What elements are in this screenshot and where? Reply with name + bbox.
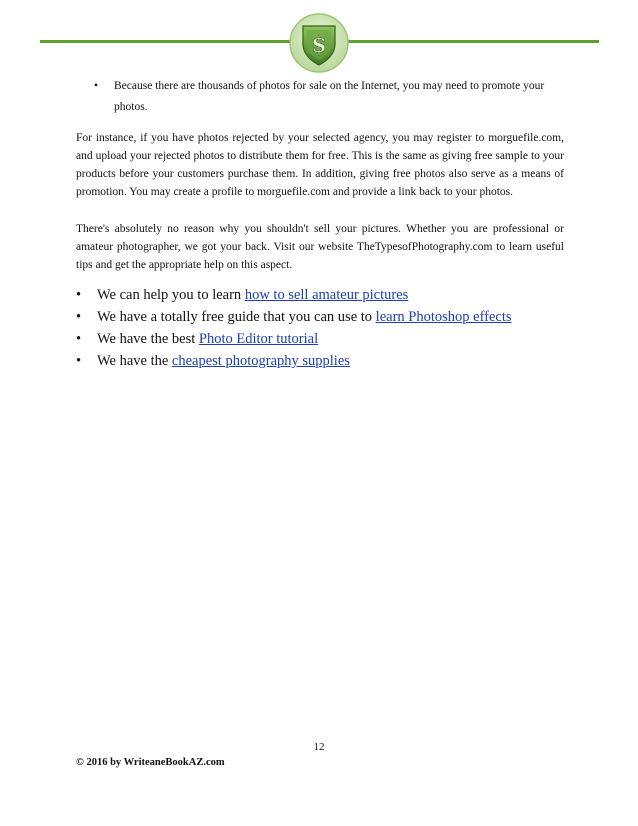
paragraph-website: There's absolutely no reason why you shouldn't sell your pictures. Whether you are professional or amateur photographer, we got your back. Visit our website TheTypesofPhotography.com to learn useful tips and get the appropriate help on this aspect. bbox=[76, 223, 564, 271]
page-number: 12 bbox=[313, 741, 325, 753]
list-item bbox=[76, 328, 576, 350]
intro-bullet bbox=[94, 76, 564, 118]
footer-copyright: © 2016 by WriteaneBookAZ.com bbox=[76, 757, 225, 768]
link-photoshop-effects[interactable]: learn Photoshop effects bbox=[375, 309, 512, 325]
link-sell-amateur-pictures[interactable]: how to sell amateur pictures bbox=[244, 287, 409, 303]
link-photography-supplies[interactable]: cheapest photography supplies bbox=[171, 353, 350, 369]
bullet-marker: • bbox=[94, 80, 99, 92]
list-item bbox=[76, 306, 576, 328]
header-rule-left bbox=[40, 40, 290, 43]
intro-bullet-text: Because there are thousands of photos for sale on the Internet, you may need to promote your photos. bbox=[114, 80, 545, 113]
paragraph-morguefile: For instance, if you have photos rejected by your selected agency, you may register to morguefile.com, and upload your rejected photos to distribute them for free. This is the same as giving free sample to your products before your customers purchase them. In addition, giving free photos also serve as a means of promotion. You may create a profile to morguefile.com and provide a link back to your photos. bbox=[76, 132, 564, 198]
bullet-marker: • bbox=[76, 353, 82, 369]
list-item bbox=[76, 350, 576, 372]
list-item bbox=[76, 284, 576, 306]
dollar-shield-icon bbox=[288, 12, 350, 74]
header-rule-right bbox=[348, 40, 599, 43]
bullet-marker: • bbox=[76, 309, 82, 325]
list-item-text: We have a totally free guide that you can use to bbox=[97, 309, 376, 325]
links-list bbox=[76, 284, 576, 372]
list-item-text: We can help you to learn bbox=[97, 287, 245, 303]
link-photo-editor-tutorial[interactable]: Photo Editor tutorial bbox=[198, 331, 319, 347]
list-item-text: We have the bbox=[97, 353, 172, 369]
bullet-marker: • bbox=[76, 331, 82, 347]
bullet-marker: • bbox=[76, 287, 82, 303]
list-item-text: We have the best bbox=[97, 331, 199, 347]
svg-text:$: $ bbox=[311, 32, 327, 58]
